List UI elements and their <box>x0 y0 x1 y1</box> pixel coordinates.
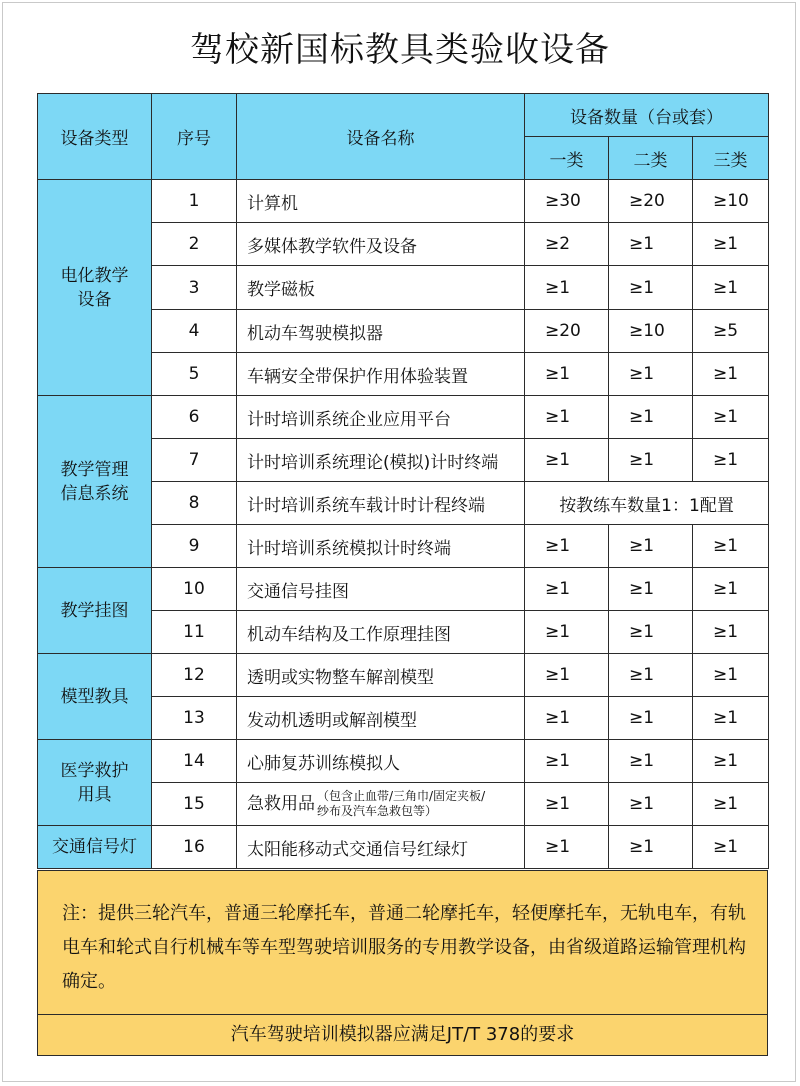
quantity-class-3: ≥1 <box>693 525 769 568</box>
row-number: 4 <box>152 310 237 353</box>
quantity-class-3: ≥1 <box>693 439 769 482</box>
category-cell: 医学救护 用具 <box>38 740 152 826</box>
equipment-name <box>237 740 525 783</box>
equipment-name-text: 计时培训系统模拟计时终端 <box>247 538 451 559</box>
equipment-name-text: 发动机透明或解剖模型 <box>247 710 417 731</box>
header-qty: 设备数量（台或套） <box>525 94 769 137</box>
header-class-3: 三类 <box>693 137 769 180</box>
row-number: 7 <box>152 439 237 482</box>
equipment-name <box>237 783 525 826</box>
equipment-name <box>237 697 525 740</box>
equipment-name-text: 计时培训系统车载计时计程终端 <box>247 495 485 516</box>
row-number: 12 <box>152 654 237 697</box>
category-cell: 交通信号灯 <box>38 826 152 869</box>
quantity-class-1: ≥20 <box>525 310 609 353</box>
quantity-class-1: ≥1 <box>525 525 609 568</box>
quantity-class-1: ≥1 <box>525 396 609 439</box>
row-number: 13 <box>152 697 237 740</box>
header-class-1: 一类 <box>525 137 609 180</box>
quantity-class-3: ≥1 <box>693 396 769 439</box>
quantity-class-1: ≥1 <box>525 697 609 740</box>
quantity-class-1: ≥1 <box>525 439 609 482</box>
quantity-class-3: ≥1 <box>693 654 769 697</box>
equipment-name-text: 多媒体教学软件及设备 <box>247 236 417 257</box>
quantity-class-1: ≥1 <box>525 826 609 869</box>
quantity-class-1: ≥1 <box>525 740 609 783</box>
equipment-name-text: 太阳能移动式交通信号红绿灯 <box>247 839 468 860</box>
equipment-name-text: 心肺复苏训练模拟人 <box>247 753 400 774</box>
row-number: 10 <box>152 568 237 611</box>
equipment-name <box>237 611 525 654</box>
equipment-name <box>237 568 525 611</box>
quantity-class-1: ≥1 <box>525 568 609 611</box>
quantity-class-3: ≥1 <box>693 568 769 611</box>
table-row <box>38 396 769 439</box>
quantity-class-2: ≥1 <box>609 740 693 783</box>
header-name: 设备名称 <box>237 94 525 180</box>
quantity-class-2: ≥1 <box>609 826 693 869</box>
equipment-name-note: （包含止血带/三角巾/固定夹板/ 纱布及汽车急救包等） <box>317 789 486 818</box>
quantity-class-3: ≥1 <box>693 353 769 396</box>
footer-note: 汽车驾驶培训模拟器应满足JT/T 378的要求 <box>37 1014 768 1056</box>
row-number: 14 <box>152 740 237 783</box>
row-number: 11 <box>152 611 237 654</box>
header-class-2: 二类 <box>609 137 693 180</box>
page-title: 驾校新国标教具类验收设备 <box>190 30 610 70</box>
table-row <box>38 568 769 611</box>
row-number: 3 <box>152 266 237 310</box>
row-number: 6 <box>152 396 237 439</box>
equipment-name-text: 计时培训系统理论(模拟)计时终端 <box>247 452 499 473</box>
note-box: 注：提供三轮汽车，普通三轮摩托车，普通二轮摩托车，轻便摩托车，无轨电车，有轨电车和轮式自行机械车等车型驾驶培训服务的专用教学设备，由省级道路运输管理机构确定。 <box>37 870 768 1015</box>
equipment-name-text: 急救用品 <box>247 794 315 814</box>
equipment-name-text: 车辆安全带保护作用体验装置 <box>247 366 468 387</box>
quantity-class-2: ≥1 <box>609 223 693 266</box>
quantity-class-2: ≥1 <box>609 611 693 654</box>
quantity-class-1: ≥1 <box>525 266 609 310</box>
quantity-class-3: ≥1 <box>693 697 769 740</box>
equipment-name <box>237 439 525 482</box>
quantity-class-1: ≥1 <box>525 611 609 654</box>
quantity-class-1: ≥1 <box>525 654 609 697</box>
quantity-class-3: ≥10 <box>693 180 769 223</box>
equipment-name <box>237 525 525 568</box>
equipment-name <box>237 826 525 869</box>
table-row <box>38 740 769 783</box>
quantity-class-3: ≥1 <box>693 826 769 869</box>
header-seq: 序号 <box>152 94 237 180</box>
category-cell: 电化教学 设备 <box>38 180 152 396</box>
quantity-class-3: ≥1 <box>693 611 769 654</box>
quantity-class-2: ≥1 <box>609 353 693 396</box>
quantity-class-2: ≥1 <box>609 697 693 740</box>
quantity-class-2: ≥1 <box>609 266 693 310</box>
equipment-name-text: 机动车结构及工作原理挂图 <box>247 624 451 645</box>
quantity-class-1: ≥1 <box>525 353 609 396</box>
quantity-class-3: ≥5 <box>693 310 769 353</box>
equipment-name-text: 教学磁板 <box>247 280 315 300</box>
equipment-name-text: 计时培训系统企业应用平台 <box>247 409 451 430</box>
row-number: 15 <box>152 783 237 826</box>
equipment-name <box>237 396 525 439</box>
row-number: 16 <box>152 826 237 869</box>
quantity-class-3: ≥1 <box>693 266 769 310</box>
quantity-class-2: ≥10 <box>609 310 693 353</box>
quantity-class-1: ≥1 <box>525 783 609 826</box>
quantity-class-2: ≥1 <box>609 525 693 568</box>
equipment-name-text: 机动车驾驶模拟器 <box>247 323 383 344</box>
equipment-name <box>237 223 525 266</box>
quantity-class-3: ≥1 <box>693 783 769 826</box>
category-cell: 教学管理 信息系统 <box>38 396 152 568</box>
equipment-name <box>237 482 525 525</box>
equipment-name <box>237 180 525 223</box>
quantity-class-1: ≥30 <box>525 180 609 223</box>
row-number: 2 <box>152 223 237 266</box>
row-number: 9 <box>152 525 237 568</box>
quantity-merged: 按教练车数量1：1配置 <box>525 482 769 525</box>
quantity-class-2: ≥1 <box>609 568 693 611</box>
equipment-name <box>237 266 525 310</box>
equipment-name <box>237 654 525 697</box>
quantity-class-2: ≥1 <box>609 396 693 439</box>
quantity-class-2: ≥20 <box>609 180 693 223</box>
quantity-class-2: ≥1 <box>609 439 693 482</box>
quantity-class-2: ≥1 <box>609 654 693 697</box>
category-cell: 模型教具 <box>38 654 152 740</box>
table-row <box>38 180 769 223</box>
row-number: 1 <box>152 180 237 223</box>
table-row <box>38 826 769 869</box>
quantity-class-3: ≥1 <box>693 740 769 783</box>
table-row <box>38 654 769 697</box>
row-number: 5 <box>152 353 237 396</box>
equipment-name <box>237 310 525 353</box>
header-type: 设备类型 <box>38 94 152 180</box>
quantity-class-3: ≥1 <box>693 223 769 266</box>
quantity-class-2: ≥1 <box>609 783 693 826</box>
equipment-name <box>237 353 525 396</box>
equipment-name-text: 交通信号挂图 <box>247 581 349 602</box>
equipment-name-text: 透明或实物整车解剖模型 <box>247 667 434 688</box>
category-cell: 教学挂图 <box>38 568 152 654</box>
quantity-class-1: ≥2 <box>525 223 609 266</box>
equipment-name-text: 计算机 <box>247 193 298 214</box>
row-number: 8 <box>152 482 237 525</box>
equipment-table <box>37 93 769 869</box>
